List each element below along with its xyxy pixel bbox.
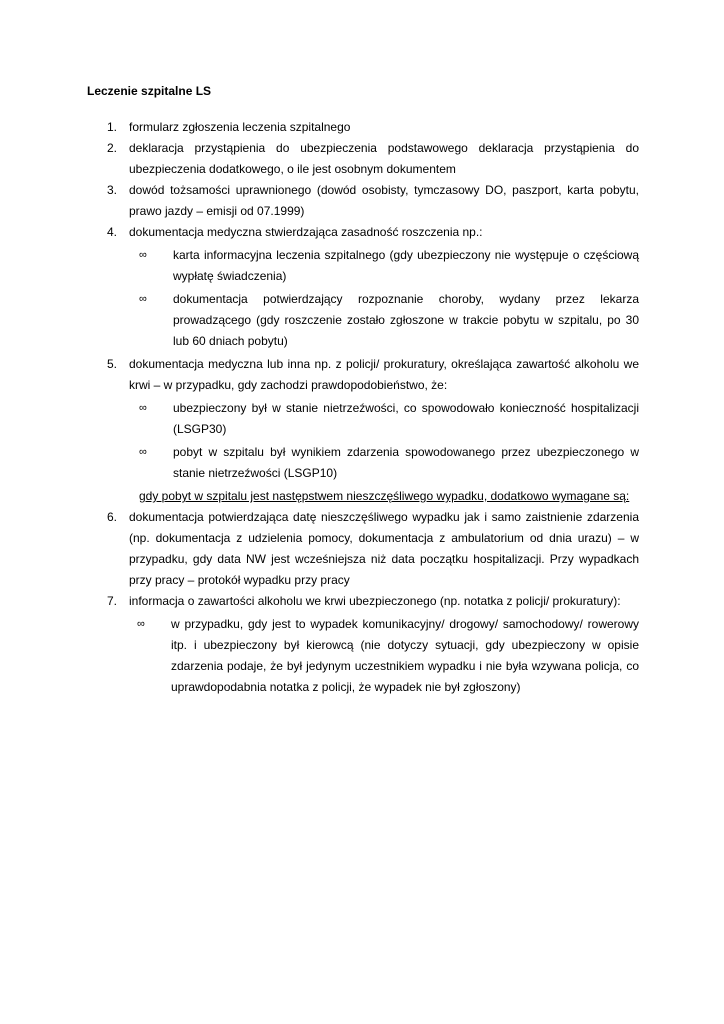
- item-number: 4.: [107, 225, 118, 239]
- requirements-list: [0, 117, 724, 700]
- sub-list: [129, 245, 639, 352]
- list-item: [0, 507, 639, 591]
- list-item: [0, 138, 639, 180]
- infinity-bullet-icon: ∞: [139, 249, 147, 261]
- item-number: 7.: [107, 594, 118, 608]
- item-text: dokumentacja medyczna lub inna np. z policji/ prokuratury, określająca zawartość alkoholu we krwi – w przypadku, gdy zachodzi prawdopodobieństwo, że:: [129, 357, 639, 392]
- item-number: 3.: [107, 183, 118, 197]
- sub-item-text: ubezpieczony był w stanie nietrzeźwości, co spowodowało konieczność hospitalizacji (LSGP30): [173, 401, 639, 436]
- sub-list-item: [139, 245, 639, 287]
- sub-list-item: [139, 442, 639, 484]
- sub-list: [129, 614, 639, 698]
- sub-item-text: w przypadku, gdy jest to wypadek komunikacyjny/ drogowy/ samochodowy/ rowerowy itp. i ubezpieczony był kierowcą (nie dotyczy sytuacji, gdy ubezpieczony w opisie zdarzenia podaje, że był jedynym uczestnikiem wypadku i nie była wzywana policja, co uprawdopodabnia notatka z policji, że wypadek nie był zgłoszony): [171, 617, 639, 694]
- list-item: [0, 180, 639, 222]
- infinity-bullet-icon: ∞: [139, 402, 147, 414]
- infinity-bullet-icon: ∞: [139, 293, 147, 305]
- sub-item-text: pobyt w szpitalu był wynikiem zdarzenia spowodowanego przez ubezpieczonego w stanie nietrzeźwości (LSGP10): [173, 445, 639, 480]
- sub-list-item: [139, 289, 639, 352]
- infinity-bullet-icon: ∞: [137, 618, 145, 630]
- list-item: [0, 591, 639, 698]
- item-text: formularz zgłoszenia leczenia szpitalnego: [129, 120, 351, 134]
- item-text: dokumentacja potwierdzająca datę nieszczęśliwego wypadku jak i samo zaistnienie zdarzenia (np. dokumentacja z udzielenia pomocy, dokumentacja z ambulatorium od dnia urazu) – w przypadku, gdy data NW jest wcześniejsza niż data początku hospitalizacji. Przy wypadkach przy pracy – protokół wypadku przy pracy: [129, 510, 639, 587]
- list-item: [0, 117, 639, 138]
- list-item: [0, 354, 639, 507]
- sub-list-item: [139, 398, 639, 440]
- item-number: 1.: [107, 120, 118, 134]
- page-title: Leczenie szpitalne LS: [87, 84, 212, 98]
- item-text: deklaracja przystąpienia do ubezpieczenia podstawowego deklaracja przystąpienia do ubezpieczenia dodatkowego, o ile jest osobnym dokumentem: [129, 141, 639, 176]
- accident-note: gdy pobyt w szpitalu jest następstwem nieszczęśliwego wypadku, dodatkowo wymagane są:: [139, 489, 630, 503]
- sub-item-text: dokumentacja potwierdzający rozpoznanie choroby, wydany przez lekarza prowadzącego (gdy roszczenie zostało zgłoszone w trakcie pobytu w szpitalu, po 30 lub 60 dniach pobytu): [173, 292, 639, 348]
- infinity-bullet-icon: ∞: [139, 446, 147, 458]
- item-number: 5.: [107, 357, 118, 371]
- sub-list: [129, 398, 639, 484]
- item-text: dokumentacja medyczna stwierdzająca zasadność roszczenia np.:: [129, 225, 483, 239]
- item-text: dowód tożsamości uprawnionego (dowód osobisty, tymczasowy DO, paszport, karta pobytu, prawo jazdy – emisji od 07.1999): [129, 183, 639, 218]
- item-text: informacja o zawartości alkoholu we krwi ubezpieczonego (np. notatka z policji/ prokuratury):: [129, 594, 621, 608]
- item-number: 6.: [107, 510, 118, 524]
- sub-list-item: [137, 614, 639, 698]
- list-item: [0, 222, 639, 352]
- sub-item-text: karta informacyjna leczenia szpitalnego (gdy ubezpieczony nie występuje o częściową wypłatę świadczenia): [173, 248, 639, 283]
- item-number: 2.: [107, 141, 118, 155]
